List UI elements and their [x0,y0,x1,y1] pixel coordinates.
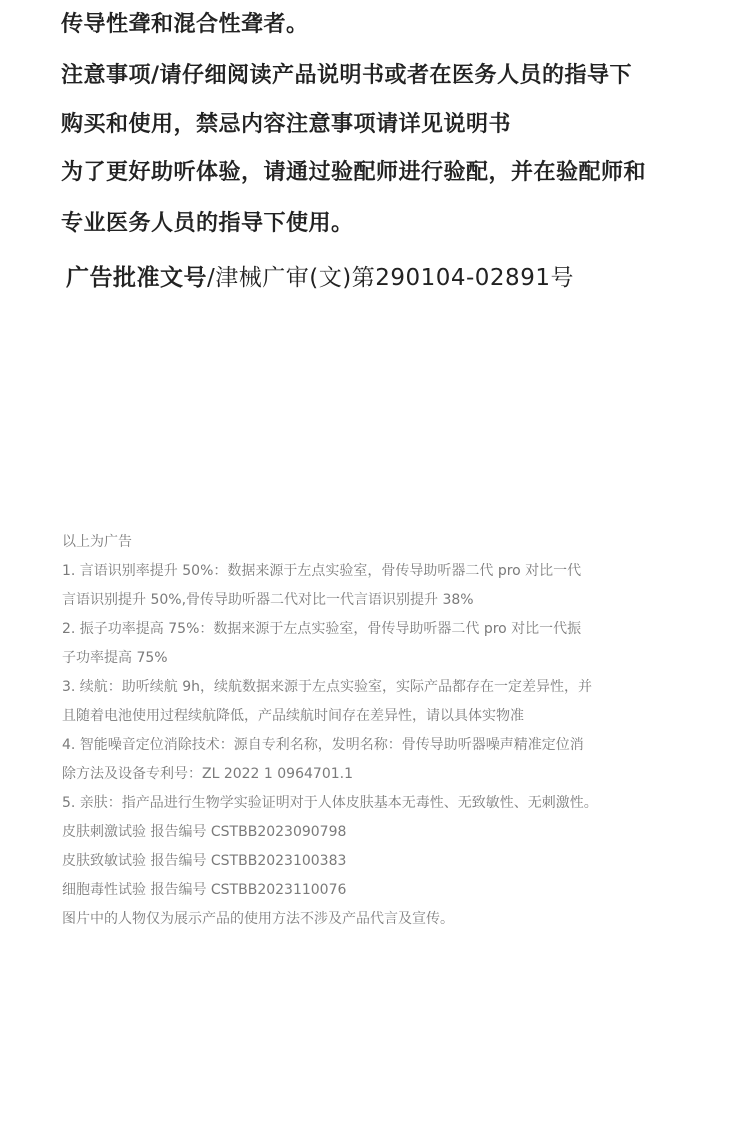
footnote-line: 图片中的人物仅为展示产品的使用方法不涉及产品代言及宣传。 [62,911,454,927]
footnote-line: 言语识别提升 50%,骨传导助听器二代对比一代言语识别提升 38% [62,592,474,608]
contraindication-line: 传导性聋和混合性聋者。 [61,12,309,37]
footnote-line: 4. 智能噪音定位消除技术：源自专利名称，发明名称：骨传导助听器噪声精准定位消 [62,737,584,753]
approval-label: 广告批准文号 [66,265,207,291]
footnote-line: 皮肤刺激试验 报告编号 CSTBB2023090798 [62,824,347,840]
footnote-line: 除方法及设备专利号：ZL 2022 1 0964701.1 [62,766,353,782]
footnote-line: 皮肤致敏试验 报告编号 CSTBB2023100383 [62,853,347,869]
footnote-line: 5. 亲肤：指产品进行生物学实验证明对于人体皮肤基本无毒性、无致敏性、无刺激性。 [62,795,598,811]
approval-number-line [66,264,574,292]
advice-line-continued: 专业医务人员的指导下使用。 [61,211,354,236]
footnote-line: 2. 振子功率提高 75%：数据来源于左点实验室，骨传导助听器二代 pro 对比一代振 [62,621,582,637]
notice-text: /请仔细阅读产品说明书或者在医务人员的指导下 [151,63,633,88]
notice-line-continued: 购买和使用，禁忌内容注意事项请详见说明书 [61,112,512,137]
footnote-line: 细胞毒性试验 报告编号 CSTBB2023110076 [62,882,347,898]
advice-line: 为了更好助听体验，请通过验配师进行验配，并在验配师和 [61,160,647,185]
approval-value: /津械广审(文)第290104-02891号 [207,265,574,291]
footnotes-heading: 以上为广告 [62,534,132,550]
footnote-line: 1. 言语识别率提升 50%：数据来源于左点实验室，骨传导助听器二代 pro 对比一代 [62,563,582,579]
notice-line [61,63,632,89]
footnote-line: 3. 续航：助听续航 9h，续航数据来源于左点实验室，实际产品都存在一定差异性，并 [62,679,593,695]
footnote-line: 且随着电池使用过程续航降低，产品续航时间存在差异性，请以具体实物准 [62,708,524,724]
notice-label: 注意事项 [61,63,152,88]
footnote-line: 子功率提高 75% [62,650,168,666]
